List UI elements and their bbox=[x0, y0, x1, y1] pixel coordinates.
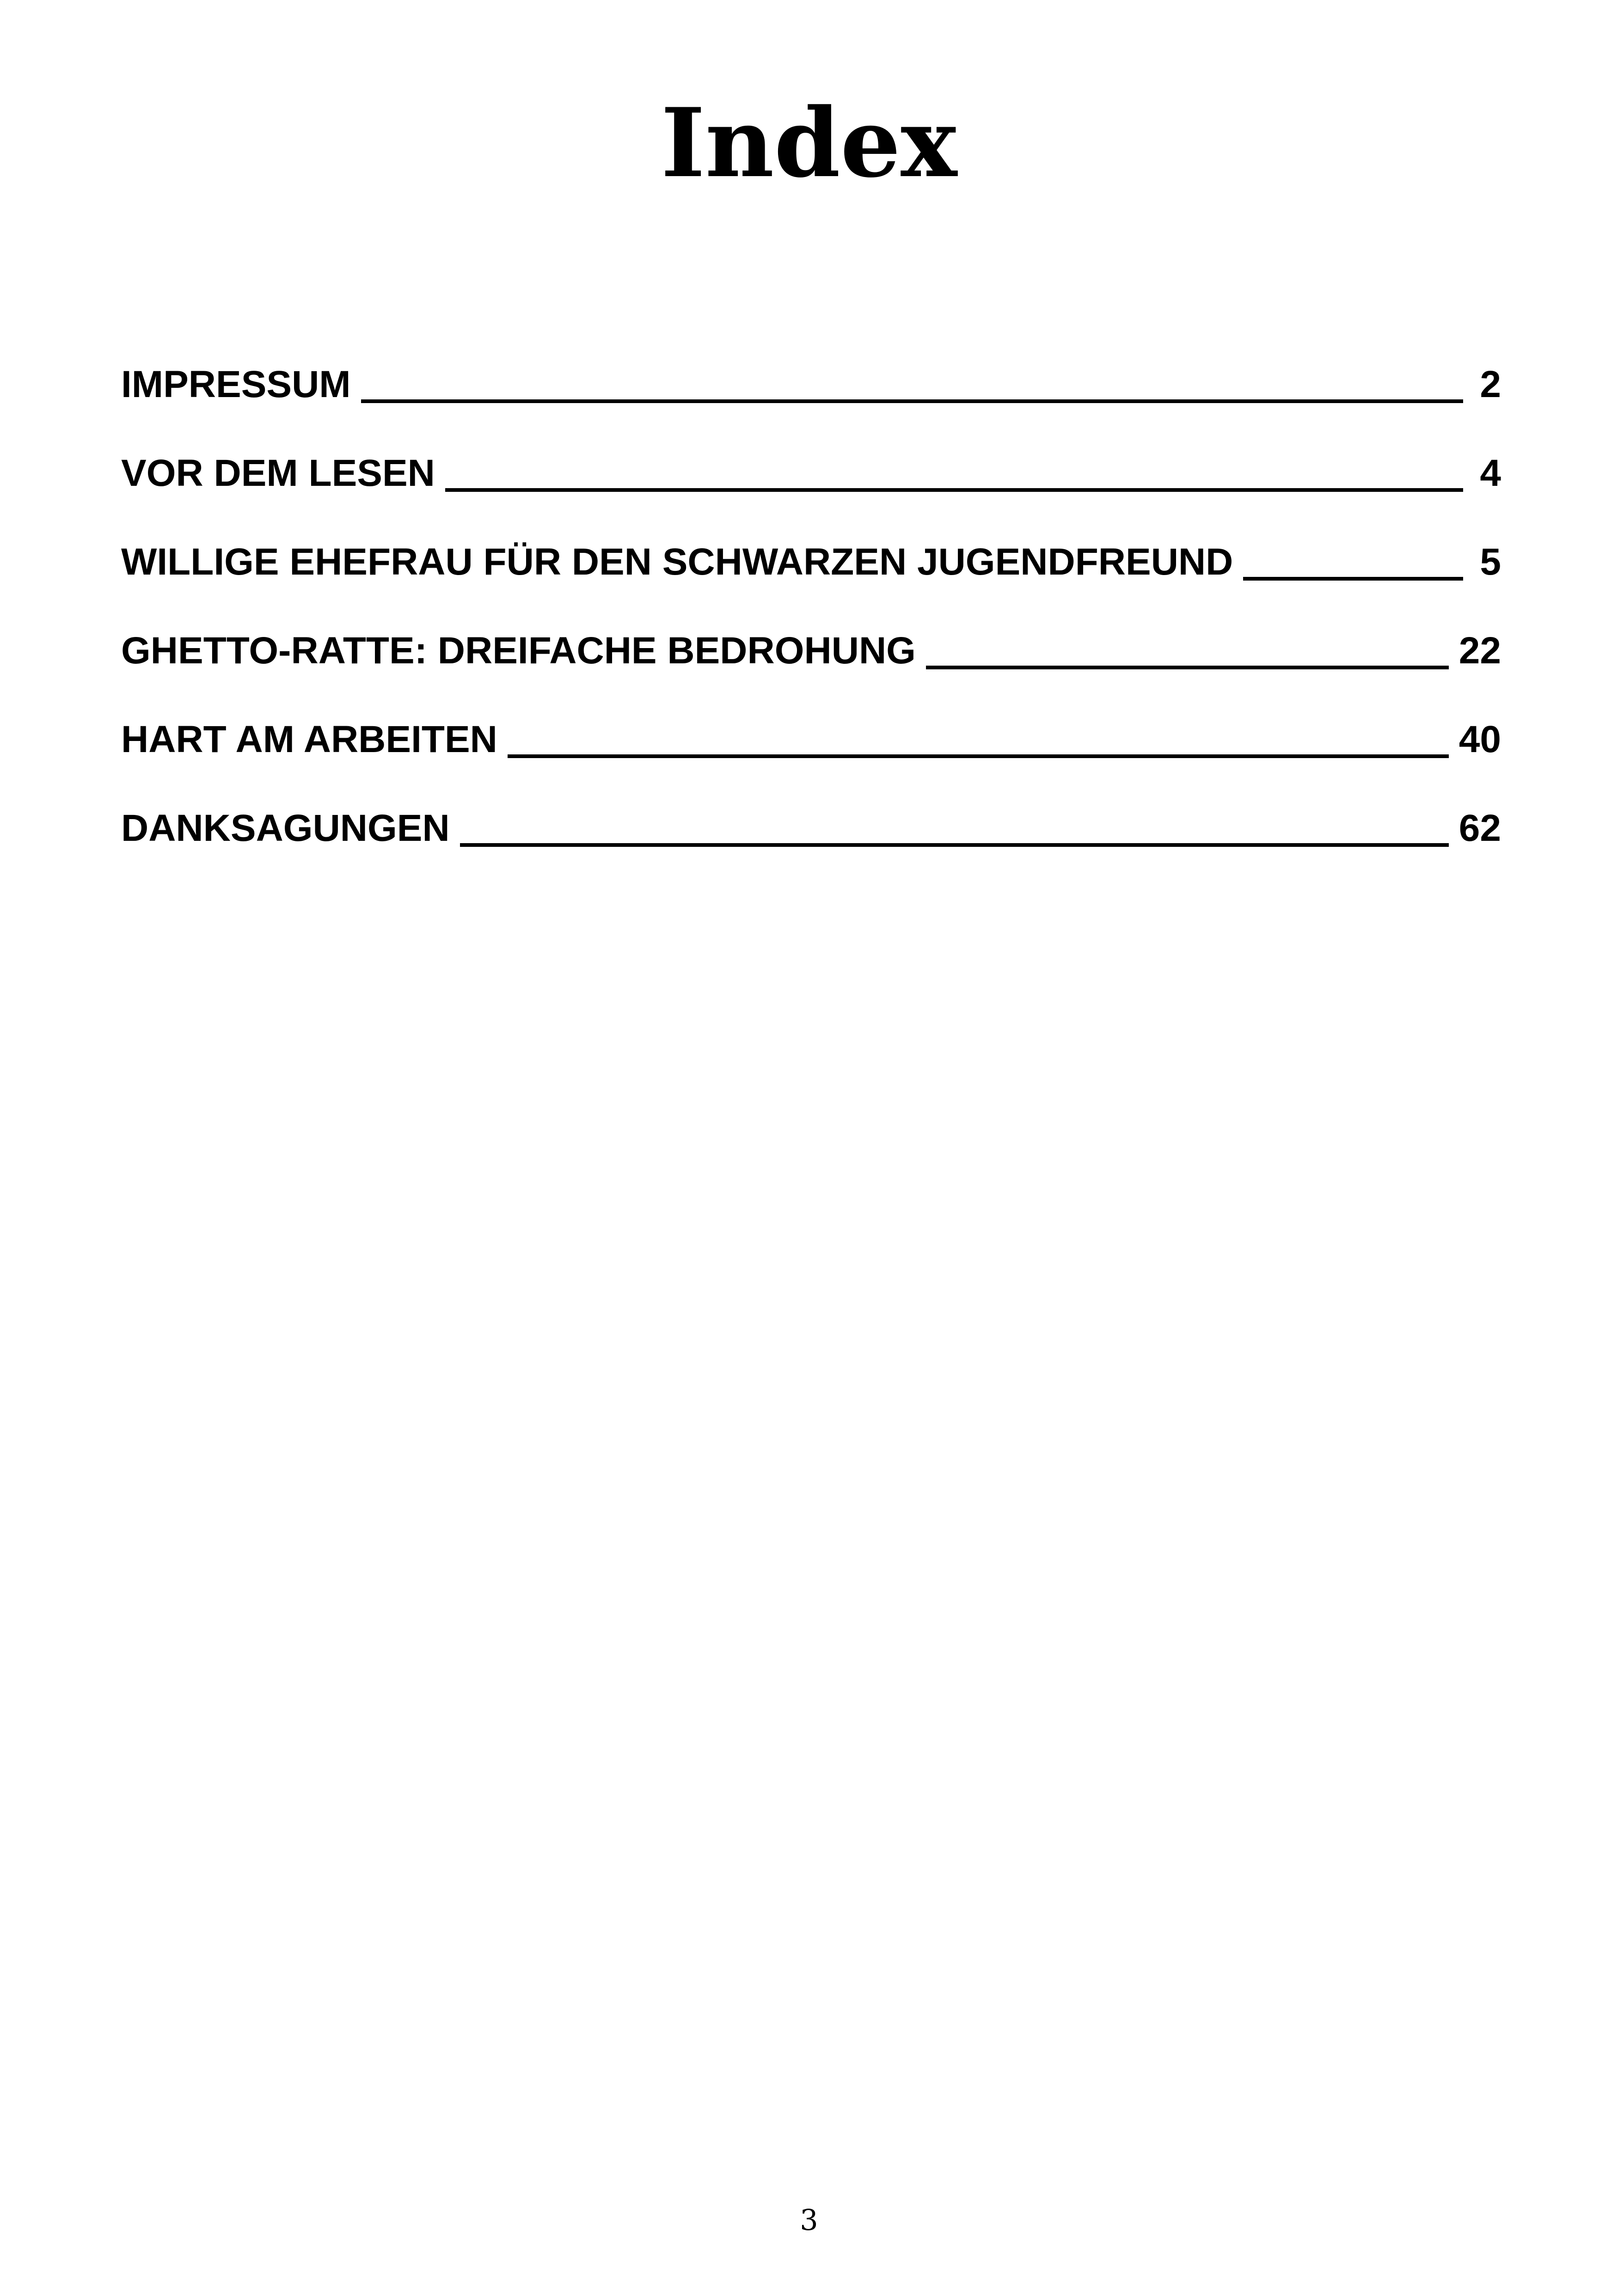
toc-entry-willige-ehefrau[interactable] bbox=[121, 501, 1501, 590]
toc-entry-page: 4 bbox=[1480, 452, 1501, 494]
toc-leader-line bbox=[508, 754, 1449, 758]
toc-entry-danksagungen[interactable] bbox=[121, 767, 1501, 856]
toc-entry-label: DANKSAGUNGEN bbox=[121, 807, 450, 849]
toc-entry-label: WILLIGE EHEFRAU FÜR DEN SCHWARZEN JUGENDFREUND bbox=[121, 541, 1233, 583]
toc-leader-line bbox=[361, 399, 1463, 403]
toc-entry-ghetto-ratte[interactable] bbox=[121, 590, 1501, 679]
toc-entry-page: 22 bbox=[1459, 630, 1501, 672]
toc-entry-label: GHETTO-RATTE: DREIFACHE BEDROHUNG bbox=[121, 630, 916, 672]
toc-entry-label: VOR DEM LESEN bbox=[121, 452, 435, 494]
toc-leader-line bbox=[1243, 577, 1463, 581]
toc-entry-hart-am-arbeiten[interactable] bbox=[121, 679, 1501, 767]
toc-leader-line bbox=[926, 666, 1449, 669]
page-title: Index bbox=[661, 88, 957, 199]
page-number: 3 bbox=[800, 2203, 818, 2237]
toc-entry-page: 5 bbox=[1480, 541, 1501, 583]
toc-entry-label: HART AM ARBEITEN bbox=[121, 718, 497, 760]
toc-entry-page: 2 bbox=[1480, 363, 1501, 405]
toc-entry-vor-dem-lesen[interactable] bbox=[121, 412, 1501, 501]
toc-entry-page: 40 bbox=[1459, 718, 1501, 760]
toc-entry-page: 62 bbox=[1459, 807, 1501, 849]
toc-leader-line bbox=[445, 488, 1463, 492]
toc-leader-line bbox=[460, 843, 1449, 847]
toc-entry-label: IMPRESSUM bbox=[121, 363, 351, 405]
table-of-contents bbox=[121, 324, 1501, 856]
toc-entry-impressum[interactable] bbox=[121, 324, 1501, 412]
